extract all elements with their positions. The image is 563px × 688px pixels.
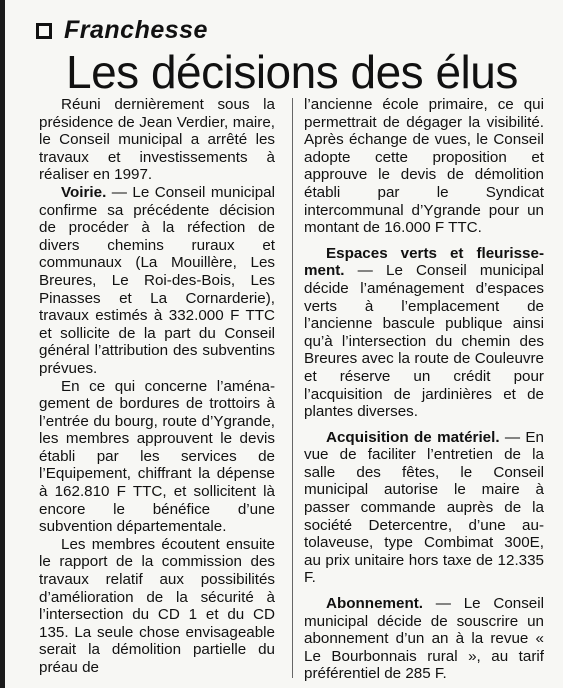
abonnement-text: — Le Conseil municipal décide de souscrire un abonnement d’un an à la revue « Le Bourbonnais rural », au tarif préférentiel de 285 F.: [304, 595, 544, 683]
left-margin-rule: [0, 0, 5, 688]
headline: Les décisions des élus: [66, 46, 518, 98]
paragraph-trottoirs: En ce qui concerne l’aménagement de bordures de trottoirs à l’entrée du bourg, route d’Ygrande, les membres approuvent le devis établi par les services de l’Equipement, chiffrant la dépense à 162.810 F TTC, et sollicitent là encore le bénéfice d’une subvention départementale.: [39, 377, 275, 536]
section-heading-abonnement: Abonnement.: [326, 595, 424, 613]
column-divider: [292, 98, 293, 678]
section-heading-voirie: Voirie.: [61, 183, 107, 201]
materiel-text: — En vue de faciliter l’entretien de la salle des fêtes, le Conseil municipal autorise le maire à passer commande auprès de la société Detercentre, d’une autolaveuse, type Combimat 300E, au prix unitaire hors taxe de 12.335 F.: [304, 428, 544, 587]
paragraph-espaces-verts: [304, 245, 544, 421]
paragraph-materiel: [304, 429, 544, 587]
article-column-right: [304, 96, 544, 683]
espaces-verts-text: — Le Conseil municipal décide l’aménagement d’espaces verts à l’emplacement de l’ancienne bascule publique ainsi qu’à l’intersection du chemin des Breures avec la route de Couleuvre et réserve un crédit pour l’acquisition de jardinières et de plantes diverses.: [304, 262, 544, 421]
kicker: [36, 16, 208, 45]
section-heading-materiel: Acquisition de matériel.: [326, 428, 500, 446]
paragraph-voirie: [39, 184, 275, 378]
square-bullet-icon: [36, 23, 52, 39]
paragraph-continuation: l’ancienne école primaire, ce qui permettrait de dégager la visibilité. Après échange de vues, le Conseil adopte cette proposition et approuve le devis de démolition établi par le Syndicat intercommunal d’Ygrande pour un montant de 16.000 F TTC.: [304, 96, 544, 237]
kicker-location: Franchesse: [64, 16, 208, 44]
paragraph-intro: Réuni dernièrement sous la présidence de Jean Verdier, maire, le Conseil municipal a arrêté les travaux et investissements à réaliser en 1997.: [39, 96, 275, 184]
paragraph-abonnement: [304, 595, 544, 683]
voirie-text: — Le Conseil municipal confirme sa précédente décision de procéder à la réfection de divers chemins ruraux et communaux (La Mouillère, Les Breures, Le Roi-des-Bois, Les Pinasses et La Cornarderie), travaux estimés à 332.000 F TTC et sollicite de la part du Conseil général l’attribution des subventins prévues.: [39, 183, 275, 377]
paragraph-rapport: Les membres écoutent ensuite le rapport de la commission des travaux relatif aux possibilités d’amélioration de la sécurité à l’intersection du CD 1 et du CD 135. La seule chose envisageable serait la démolition partielle du préau de: [39, 535, 275, 676]
article-column-left: [39, 96, 275, 677]
section-heading-espaces-verts: Espaces verts et fleurissement.: [304, 244, 544, 280]
